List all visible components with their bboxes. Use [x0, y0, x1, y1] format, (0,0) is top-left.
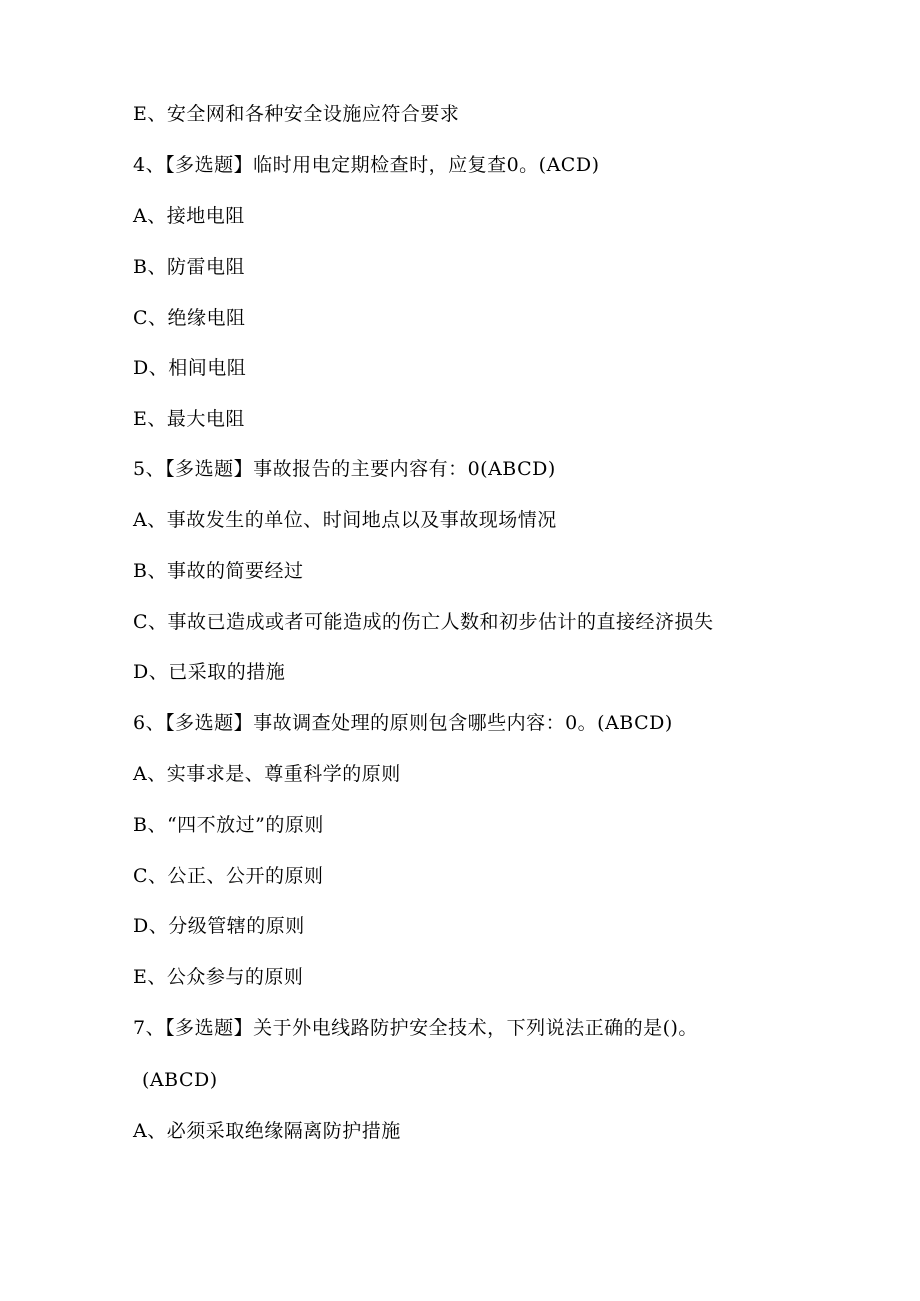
- option-c-casualties-losses: C、事故已造成或者可能造成的伤亡人数和初步估计的直接经济损失: [133, 611, 714, 633]
- option-d-measures-taken: D、已采取的措施: [133, 661, 286, 683]
- option-a-accident-unit: A、事故发生的单位、时间地点以及事故现场情况: [133, 509, 557, 531]
- question-4: 4、【多选题】临时用电定期检查时，应复查0。(ACD): [133, 154, 600, 176]
- option-a-seek-truth: A、实事求是、尊重科学的原则: [133, 763, 401, 785]
- option-b-four-nots: B、“四不放过”的原则: [133, 814, 324, 836]
- option-c-insulation-resistance: C、绝缘电阻: [133, 307, 246, 329]
- option-a-insulation-isolation: A、必须采取绝缘隔离防护措施: [133, 1120, 401, 1142]
- question-7: 7、【多选题】关于外电线路防护安全技术，下列说法正确的是()。: [133, 1017, 698, 1039]
- option-d-graded-jurisdiction: D、分级管辖的原则: [133, 915, 305, 937]
- option-e-public-participation: E、公众参与的原则: [133, 966, 304, 988]
- question-6: 6、【多选题】事故调查处理的原则包含哪些内容：0。(ABCD): [133, 712, 673, 734]
- option-e-max-resistance: E、最大电阻: [133, 408, 245, 430]
- option-d-phase-resistance: D、相间电阻: [133, 357, 247, 379]
- question-7-answer: (ABCD): [142, 1069, 218, 1091]
- option-c-fair-open: C、公正、公开的原则: [133, 865, 324, 887]
- option-b-accident-summary: B、事故的简要经过: [133, 560, 304, 582]
- option-e-safety-net: E、安全网和各种安全设施应符合要求: [133, 103, 460, 125]
- option-a-ground-resistance: A、接地电阻: [133, 205, 245, 227]
- question-5: 5、【多选题】事故报告的主要内容有：0(ABCD): [133, 458, 556, 480]
- option-b-lightning-resistance: B、防雷电阻: [133, 256, 245, 278]
